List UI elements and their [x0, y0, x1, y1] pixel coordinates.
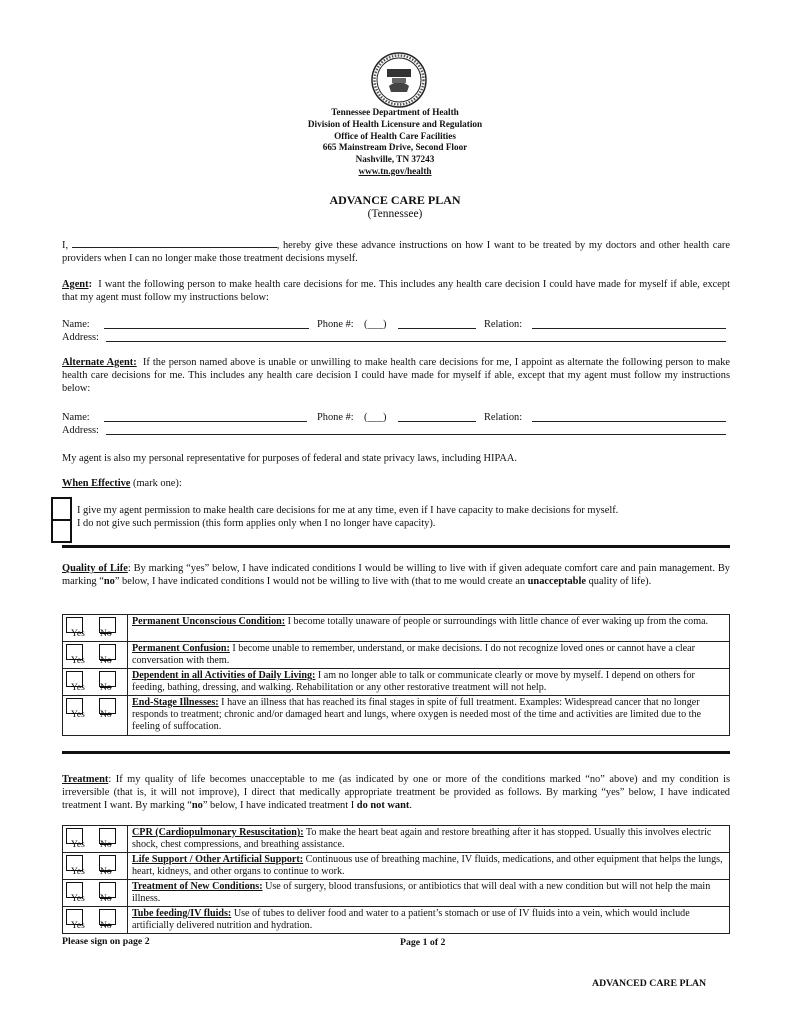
- treatment-description: Use of tubes to deliver food and water to a patient’s stomach or use of IV fluids into a vein, which would include artificially delivered nutrition and hydration.: [132, 908, 690, 931]
- quality-no-word: no: [103, 576, 115, 587]
- treatment-term: Life Support / Other Artificial Support:: [132, 854, 304, 865]
- alternate-relation-field[interactable]: [532, 411, 726, 422]
- condition-description: I have an illness that has reached its final stages in spite of full treatment. Examples: Widespread cancer that no longer responds to treatment; chronic and/or damaged heart and lungs, where oxygen is needed most of the time and activities are limited due to the feeling of suffocation.: [132, 697, 702, 732]
- yes-no-cell: [63, 642, 128, 669]
- treatment-paragraph: [62, 773, 730, 812]
- alternate-agent-label: Alternate Agent:: [62, 357, 137, 368]
- alternate-agent-text: If the person named above is unable or unwilling to make health care decisions for me, I appoint as alternate the following person to make health care decisions for me. This includes any health care decision I could have made for myself if able, except that my agent must follow my instructions below:: [62, 357, 731, 394]
- agent-address-row: [62, 331, 730, 345]
- agent-address-field[interactable]: [106, 331, 726, 342]
- no-label: No: [100, 628, 112, 639]
- intro-paragraph: [62, 237, 730, 265]
- quality-text-b: ” below, I have indicated conditions I would not be willing to live with (that to me would create an: [114, 576, 528, 587]
- agent-phone-field[interactable]: [398, 318, 476, 329]
- yes-label: Yes: [71, 920, 85, 931]
- table-row: [63, 642, 730, 669]
- yes-label: Yes: [71, 866, 85, 877]
- state-seal: [371, 52, 427, 108]
- section-divider: [62, 751, 730, 754]
- agent-text: I want the following person to make health care decisions for me. This includes any health care decision I could have made for myself if able, except that my agent must follow my instructions below:: [62, 279, 730, 303]
- agency-line: Division of Health Licensure and Regulation: [307, 118, 483, 129]
- treatment-term: Treatment of New Conditions:: [132, 881, 263, 892]
- treatment-description: To make the heart beat again and restore breathing after it has stopped. Usually this involves electric shock, chest compressions, and breathing assistance.: [132, 827, 712, 850]
- treatment-term: CPR (Cardiopulmonary Resuscitation):: [132, 827, 304, 838]
- agent-paragraph: Agent: I want the following person to make health care decisions for me. This includes any health care decision I could have made for myself if able, except that my agent must follow my instructions below:: [62, 279, 730, 303]
- quality-text-c: quality of life).: [585, 576, 652, 587]
- table-row: [63, 615, 730, 642]
- quality-paragraph: [62, 562, 730, 588]
- table-row: [63, 669, 730, 696]
- table-row: [63, 826, 730, 853]
- alternate-address-row: [62, 424, 730, 438]
- treatment-cell: [128, 853, 730, 880]
- yes-label: Yes: [71, 709, 85, 720]
- no-label: No: [100, 682, 112, 693]
- alternate-phone-area: (___): [364, 412, 387, 423]
- condition-cell: [128, 642, 730, 669]
- alternate-name-field[interactable]: [104, 411, 307, 422]
- effective-option2-text: I do not give such permission (this form applies only when I no longer have capacity).: [77, 518, 436, 529]
- no-label: No: [100, 655, 112, 666]
- table-row: [63, 907, 730, 934]
- agent-label: Agent: [62, 279, 89, 290]
- agent-phone-label: Phone #:: [317, 319, 354, 330]
- table-row: [63, 696, 730, 736]
- section-divider: [62, 545, 730, 548]
- alternate-phone-label: Phone #:: [317, 412, 354, 423]
- agency-website-link[interactable]: www.tn.gov/health: [358, 165, 432, 176]
- alternate-address-field[interactable]: [106, 424, 726, 435]
- when-effective-label: When Effective: [62, 478, 131, 489]
- treatment-description: Use of surgery, blood transfusions, or antibiotics that will deal with a new condition but will not help the main illness.: [132, 881, 711, 904]
- condition-cell: [128, 669, 730, 696]
- alternate-address-label: Address:: [62, 425, 99, 436]
- agent-phone-area: (___): [364, 319, 387, 330]
- intro-prefix: I,: [62, 240, 69, 251]
- agency-line: Nashville, TN 37243: [355, 154, 435, 165]
- hipaa-statement: My agent is also my personal representative for purposes of federal and state privacy laws, including HIPAA.: [62, 453, 517, 464]
- table-row: [63, 853, 730, 880]
- condition-description: I am no longer able to talk or communicate clearly or move by myself. I depend on others for feeding, bathing, dressing, and walking. Rehabilitation or any other restorative treatment will not help.: [132, 670, 695, 693]
- condition-term: Permanent Unconscious Condition:: [132, 616, 286, 627]
- yes-label: Yes: [71, 655, 85, 666]
- intro-text: , hereby give these advance instructions on how I want to be treated by my doctors and other health care providers when I can no longer make those treatment decisions myself.: [62, 240, 730, 264]
- treatment-do-not-want: do not want: [356, 800, 410, 811]
- table-row: [63, 880, 730, 907]
- quality-text-a: : By marking “yes” below, I have indicated conditions I would be willing to live with if given adequate comfort care and pain management. By marking “: [62, 563, 730, 587]
- agency-line: Tennessee Department of Health: [331, 107, 459, 117]
- no-label: No: [100, 893, 112, 904]
- condition-description: I become unable to remember, understand, or make decisions. I do not recognize loved ones or cannot have a clear conversation with them.: [132, 643, 695, 666]
- yes-no-cell: [63, 696, 128, 736]
- condition-term: Dependent in all Activities of Daily Living:: [132, 670, 316, 681]
- agent-name-label: Name:: [62, 319, 90, 330]
- page-number: Page 1 of 2: [400, 937, 446, 948]
- effective-option1-text: I give my agent permission to make health care decisions for me at any time, even if I have capacity to make decisions for myself.: [77, 505, 619, 516]
- treatment-label: Treatment: [62, 774, 109, 785]
- treatment-no-word: no: [191, 800, 203, 811]
- yes-no-cell: [63, 615, 128, 642]
- no-label: No: [100, 709, 112, 720]
- alternate-fields-row: [62, 411, 730, 425]
- sign-note: Please sign on page 2: [62, 936, 150, 947]
- condition-cell: [128, 615, 730, 642]
- running-title: ADVANCED CARE PLAN: [592, 978, 707, 989]
- treatment-description: Continuous use of breathing machine, IV fluids, medications, and other equipment that helps the lungs, heart, kidneys, and other organs to continue to work.: [132, 854, 723, 877]
- treatment-term: Tube feeding/IV fluids:: [132, 908, 232, 919]
- treatment-table: [62, 825, 730, 934]
- no-label: No: [100, 920, 112, 931]
- form-title: ADVANCE CARE PLAN: [329, 193, 461, 207]
- agent-fields-row: [62, 318, 730, 332]
- treatment-cell: [128, 880, 730, 907]
- agent-name-field[interactable]: [104, 318, 309, 329]
- form-subtitle: (Tennessee): [367, 208, 423, 220]
- yes-no-cell: [63, 669, 128, 696]
- agent-address-label: Address:: [62, 332, 99, 343]
- condition-cell: [128, 696, 730, 736]
- agent-relation-label: Relation:: [484, 319, 523, 330]
- yes-label: Yes: [71, 839, 85, 850]
- quality-unacceptable-word: unacceptable: [527, 576, 586, 587]
- declarant-name-field[interactable]: [72, 237, 277, 248]
- treatment-cell: [128, 907, 730, 934]
- no-label: No: [100, 866, 112, 877]
- alternate-relation-label: Relation:: [484, 412, 523, 423]
- no-label: No: [100, 839, 112, 850]
- agency-header: [195, 107, 595, 178]
- condition-term: End-Stage Illnesses:: [132, 697, 219, 708]
- yes-no-cell: [63, 880, 128, 907]
- treatment-text-c: .: [409, 800, 412, 811]
- effective-option2-checkbox[interactable]: [51, 519, 72, 543]
- yes-no-cell: [63, 826, 128, 853]
- condition-term: Permanent Confusion:: [132, 643, 230, 654]
- treatment-text-b: ” below, I have indicated treatment I: [202, 800, 357, 811]
- alternate-phone-field[interactable]: [398, 411, 476, 422]
- quality-table: [62, 614, 730, 736]
- agency-line: 665 Mainstream Drive, Second Floor: [322, 142, 468, 153]
- yes-label: Yes: [71, 682, 85, 693]
- treatment-cell: [128, 826, 730, 853]
- yes-no-cell: [63, 907, 128, 934]
- when-effective-heading: [62, 477, 730, 490]
- yes-no-cell: [63, 853, 128, 880]
- yes-label: Yes: [71, 628, 85, 639]
- effective-option1-checkbox[interactable]: [51, 497, 72, 521]
- yes-label: Yes: [71, 893, 85, 904]
- treatment-text-a: : If my quality of life becomes unacceptable to me (as indicated by one or more of the conditions marked “no” above) and my condition is irreversible (that is, it will not improve), I direct that medically appropriate treatment be provided as follows. By marking “yes” below, I have indicated treatment I want. By marking “: [62, 774, 730, 811]
- quality-label: Quality of Life: [62, 563, 128, 574]
- condition-description: I become totally unaware of people or surroundings with little chance of ever waking up from the coma.: [285, 616, 709, 627]
- agent-relation-field[interactable]: [532, 318, 726, 329]
- when-effective-note: (mark one):: [133, 478, 182, 489]
- agency-line: Office of Health Care Facilities: [334, 130, 456, 141]
- alternate-agent-paragraph: [62, 356, 730, 395]
- alternate-name-label: Name:: [62, 412, 90, 423]
